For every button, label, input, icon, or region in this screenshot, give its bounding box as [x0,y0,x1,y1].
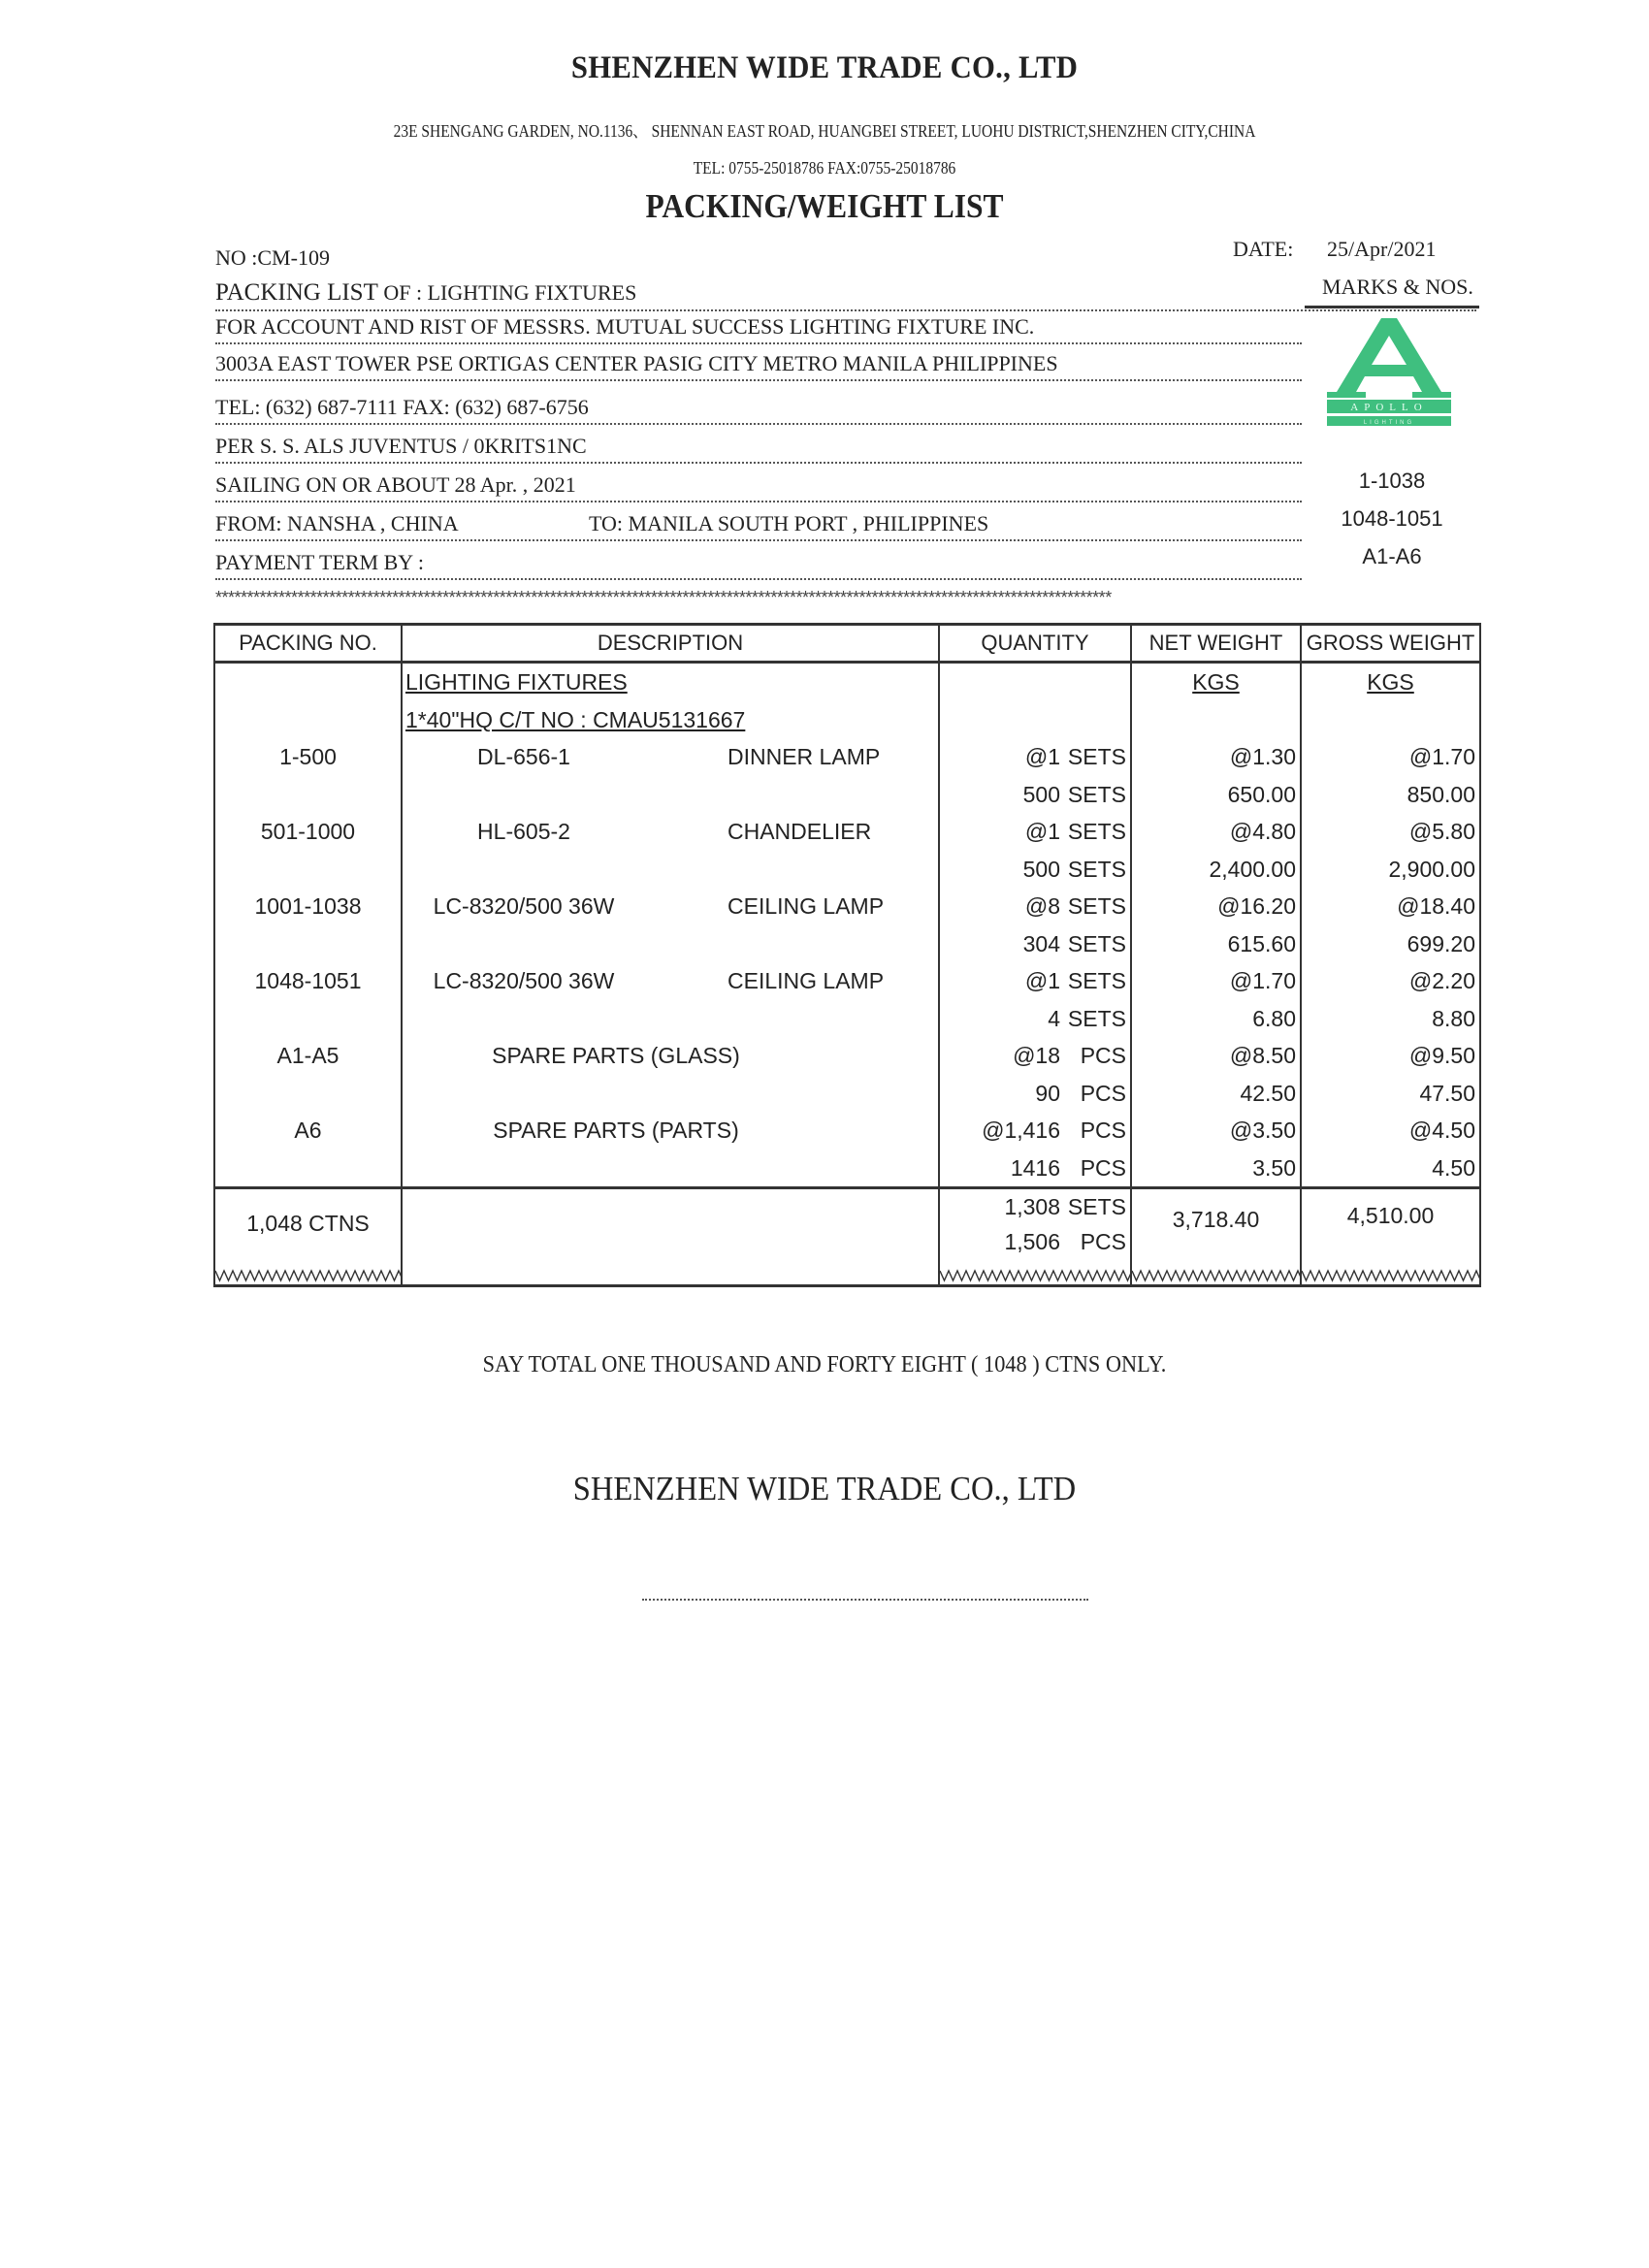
spacer [403,925,938,963]
item-model: LC-8320/500 36W [433,968,615,993]
buyer-address-text: 3003A EAST TOWER PSE ORTIGAS CENTER PASIG CITY METRO MANILA PHILIPPINES [215,351,1058,375]
unit-qty-unit: SETS [1067,819,1126,844]
total-gross-weight: 47.50 [1419,1080,1475,1106]
item-name: SPARE PARTS (GLASS) [492,1043,740,1068]
unit-qty-value: @1 [1024,744,1060,769]
total-quantity [940,1075,1130,1113]
unit-gross-weight: @2.20 [1408,968,1475,993]
total-qty-value: 4 [1048,1005,1060,1031]
buyer-tel-line [215,395,1302,420]
total-gross-weight: 4,510.00 [1346,1203,1435,1228]
total-qty-value: 500 [1022,856,1060,882]
company-address: 23E SHENGANG GARDEN, NO.1136、 SHENNAN EAST ROAD, HUANGBEI STREET, LUOHU DISTRICT,SHENZHEN CITY,CHINA [393,121,1256,141]
unit-quantity [940,962,1130,1000]
total-net-weight: 42.50 [1240,1080,1296,1106]
spacer [403,851,938,889]
zigzag-icon [940,1269,1130,1282]
total-quantity [940,776,1130,814]
unit-quantity [940,888,1130,925]
packing-no: A1-A5 [276,1043,340,1068]
net-unit-kgs: KGS [1192,669,1240,695]
total-qty-unit: SETS [1067,1005,1126,1031]
wavy-line [215,1269,401,1282]
total-gross-cell [1301,1188,1480,1286]
total-net-cell [1131,1188,1301,1286]
total-net-weight: 2,400.00 [1209,856,1296,882]
total-qty-pcs-unit: PCS [1080,1229,1126,1254]
unit-net-weight: @1.70 [1229,968,1296,993]
total-cartons-cell [214,1188,402,1286]
company-tel-fax: TEL: 0755-25018786 FAX:0755-25018786 [693,158,956,178]
signatory-company: SHENZHEN WIDE TRADE CO., LTD [572,1470,1077,1507]
unit-qty-value: @1 [1024,819,1060,844]
unit-net-weight: @1.30 [1229,744,1296,769]
description-line [403,738,938,776]
item-model: DL-656-1 [477,744,570,769]
item-name: DINNER LAMP [728,744,881,769]
total-gross-weight: 8.80 [1432,1005,1475,1031]
total-quantity [940,925,1130,963]
item-name: CEILING LAMP [728,893,885,919]
gross-unit-kgs: KGS [1367,669,1414,695]
total-quantity [940,851,1130,889]
item-name: CEILING LAMP [728,968,885,993]
unit-gross-weight: @1.70 [1408,744,1475,769]
packing-list-line [215,279,1302,307]
logo-letter-a [1327,318,1451,398]
totals-row [214,1188,1480,1286]
dotted-rule [215,379,1302,381]
header-packing-no: PACKING NO. [214,625,402,663]
apollo-logo-graphic [1327,318,1451,427]
total-qty-value: 90 [1035,1080,1060,1106]
dotted-rule [215,462,1302,464]
unit-qty-unit: SETS [1067,744,1126,769]
item-name: SPARE PARTS (PARTS) [493,1118,739,1143]
total-net-weight: 615.60 [1227,930,1296,956]
goods-title: LIGHTING FIXTURES [405,669,628,695]
header-quantity: QUANTITY [939,625,1131,663]
unit-qty-unit: SETS [1067,893,1126,919]
vessel-text: PER S. S. ALS JUVENTUS / 0KRITS1NC [215,434,587,458]
table-header-row [214,625,1480,663]
sailing-text: SAILING ON OR ABOUT 28 Apr. , 2021 [215,472,576,497]
total-gross-weight: 699.20 [1406,930,1475,956]
unit-qty-unit: SETS [1067,968,1126,993]
buyer-address-line [215,351,1302,376]
header-gross-weight: GROSS WEIGHT [1301,625,1480,663]
unit-quantity [940,1037,1130,1075]
say-total: SAY TOTAL ONE THOUSAND AND FORTY EIGHT ( 1048 ) CTNS ONLY. [482,1352,1167,1377]
unit-gross-weight: @4.50 [1408,1118,1475,1143]
packing-no: 501-1000 [260,819,356,844]
description-line [403,1037,938,1075]
item-model: LC-8320/500 36W [433,893,615,919]
unit-qty-value: @8 [1024,893,1060,919]
total-qty-unit: SETS [1067,781,1126,807]
description-line [403,962,938,1000]
unit-gross-weight: @5.80 [1408,819,1475,844]
description-line [403,888,938,925]
unit-gross-weight: @18.40 [1397,893,1475,919]
marks-number: 1-1038 [1358,469,1426,493]
payment-line [215,550,1302,575]
dotted-rule [215,578,1302,580]
description-line [403,1112,938,1150]
spacer [215,1075,401,1113]
total-qty-value: 1416 [1010,1154,1060,1181]
unit-net-weight: @3.50 [1229,1118,1296,1143]
wavy-line [940,1269,1130,1282]
zigzag-icon [1132,1269,1300,1282]
total-qty-sets-unit: SETS [1067,1194,1126,1219]
route-line [215,511,1302,536]
to-text: TO: MANILA SOUTH PORT , PHILIPPINES [589,511,989,535]
unit-quantity [940,1112,1130,1150]
total-gross-weight: 850.00 [1406,781,1475,807]
container-number: 1*40"HQ C/T NO : CMAU5131667 [405,706,746,732]
description-column [402,663,939,1188]
marks-number: 1048-1051 [1341,506,1443,531]
header-net-weight: NET WEIGHT [1131,625,1301,663]
packing-no: A6 [294,1118,322,1143]
total-gross-weight: 4.50 [1432,1154,1475,1181]
total-qty-value: 304 [1022,930,1060,956]
total-quantity-cell [939,1188,1131,1286]
totals-description-cell [402,1188,939,1286]
buyer-tel-text: TEL: (632) 687-7111 FAX: (632) 687-6756 [215,395,589,419]
total-net-weight: 650.00 [1227,781,1296,807]
document-number: NO :CM-109 [215,245,330,270]
packing-no: 1001-1038 [254,893,362,919]
total-qty-pcs: 1,506 [1004,1229,1060,1254]
spacer [215,1150,401,1187]
from-text: FROM: NANSHA , CHINA [215,511,459,535]
item-name: CHANDELIER [728,819,872,844]
description-line [403,813,938,851]
gross-weight-column [1301,663,1480,1188]
date-label: DATE: [1233,237,1294,261]
unit-net-weight: @8.50 [1229,1043,1296,1068]
company-name: SHENZHEN WIDE TRADE CO., LTD [570,50,1079,85]
packing-list-label: PACKING LIST [215,279,378,306]
dotted-rule [215,423,1302,425]
spacer [215,925,401,963]
marks-divider [1305,306,1479,308]
dotted-rule [215,501,1302,502]
unit-gross-weight: @9.50 [1408,1043,1475,1068]
total-gross-weight: 2,900.00 [1388,856,1475,882]
unit-qty-value: @18 [1013,1043,1060,1068]
unit-qty-value: @1,416 [982,1118,1060,1143]
packing-table [213,623,1481,1287]
sailing-line [215,472,1302,498]
total-net-weight: 3.50 [1252,1154,1296,1181]
total-qty-unit: PCS [1080,1154,1126,1181]
signature-line[interactable] [642,1599,1088,1601]
header-description: DESCRIPTION [402,625,939,663]
dotted-rule [215,539,1302,541]
apollo-lighting-logo [1327,318,1451,432]
zigzag-icon [215,1269,401,1282]
total-qty-unit: PCS [1080,1080,1126,1106]
packing-no: 1-500 [279,744,337,769]
quantity-column [939,663,1131,1188]
payment-text: PAYMENT TERM BY : [215,550,424,574]
spacer [215,1000,401,1038]
total-quantity [940,1000,1130,1038]
unit-qty-unit: PCS [1080,1043,1126,1068]
wavy-line [1132,1269,1300,1282]
account-text: FOR ACCOUNT AND RIST OF MESSRS. MUTUAL SUCCESS LIGHTING FIXTURE INC. [215,314,1035,339]
vessel-line [215,434,1302,459]
logo-brand-text: APOLLO [1350,402,1428,413]
logo-sub-text: LIGHTING [1363,420,1415,426]
account-line [215,314,1302,340]
total-qty-unit: SETS [1067,856,1126,882]
spacer [403,1150,938,1187]
spacer [403,1000,938,1038]
total-net-weight: 3,718.40 [1172,1207,1260,1232]
total-quantity [940,1150,1130,1187]
packing-no: 1048-1051 [254,968,362,993]
unit-net-weight: @16.20 [1217,893,1296,919]
wavy-line [1302,1269,1479,1282]
unit-net-weight: @4.80 [1229,819,1296,844]
document-title: PACKING/WEIGHT LIST [645,187,1004,225]
total-net-weight: 6.80 [1252,1005,1296,1031]
date-value: 25/Apr/2021 [1327,237,1437,261]
packing-list-of: OF : LIGHTING FIXTURES [377,280,637,305]
total-qty-sets: 1,308 [1004,1194,1060,1219]
table-body [214,663,1480,1188]
total-qty-unit: SETS [1067,930,1126,956]
marks-number: A1-A6 [1362,544,1422,568]
unit-quantity [940,813,1130,851]
unit-qty-value: @1 [1024,968,1060,993]
marks-label: MARKS & NOS. [1322,275,1473,299]
star-separator: ********************************************************************************************************************************************** [215,588,1112,607]
unit-qty-unit: PCS [1080,1118,1126,1143]
net-weight-column [1131,663,1301,1188]
zigzag-icon [1302,1269,1479,1282]
spacer [403,776,938,814]
dotted-rule [215,342,1302,344]
dotted-rule [215,309,1476,311]
total-cartons: 1,048 CTNS [246,1211,370,1236]
total-qty-value: 500 [1022,781,1060,807]
unit-quantity [940,738,1130,776]
spacer [215,851,401,889]
spacer [403,1075,938,1113]
item-model: HL-605-2 [477,819,570,844]
spacer [215,776,401,814]
packing-no-column [214,663,402,1188]
